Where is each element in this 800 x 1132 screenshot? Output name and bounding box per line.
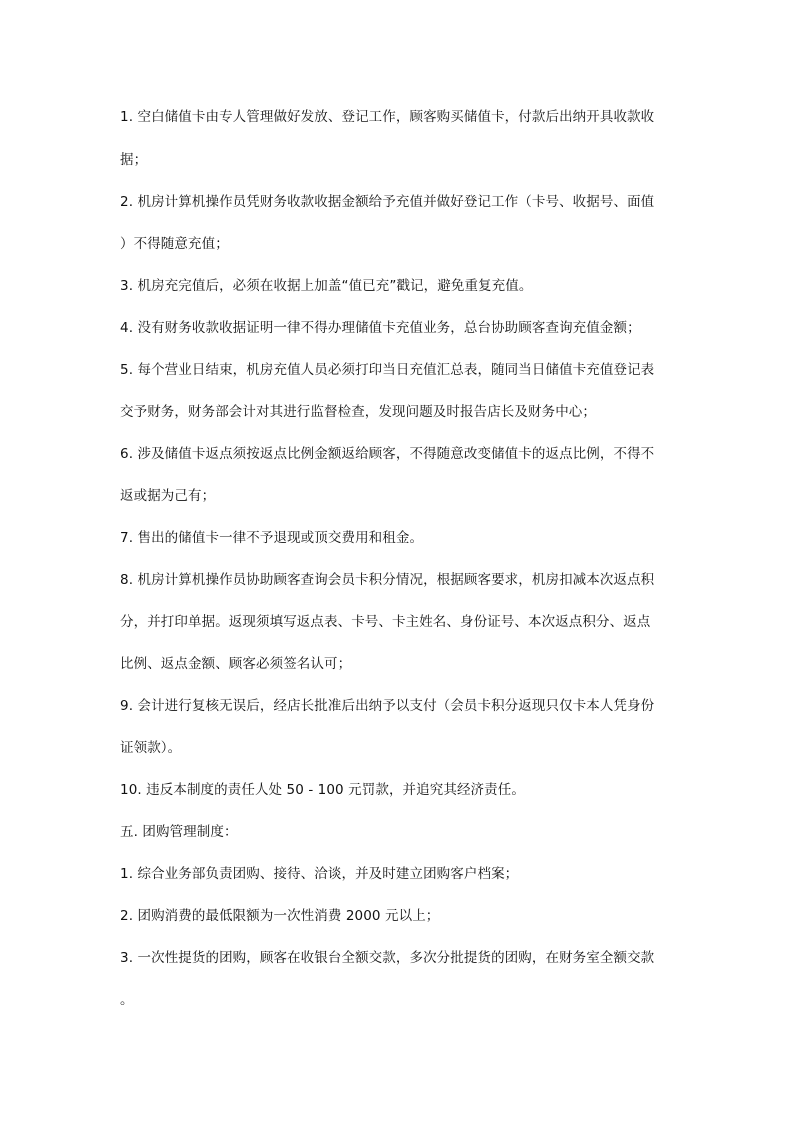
text-line: 。 (120, 992, 134, 1008)
text-line: 2. 团购消费的最低限额为一次性消费 2000 元以上； (120, 908, 440, 924)
text-line: 返或据为己有； (120, 488, 216, 504)
text-line: 交予财务，财务部会计对其进行监督检查，发现问题及时报告店长及财务中心； (120, 404, 596, 420)
text-line: 2. 机房计算机操作员凭财务收款收据金额给予充值并做好登记工作（卡号、收据号、面值 (120, 194, 655, 210)
text-line: 比例、返点金额、顾客必须签名认可； (120, 656, 352, 672)
text-line: 分，并打印单据。返现须填写返点表、卡号、卡主姓名、身份证号、本次返点积分、返点 (120, 614, 651, 630)
text-line: 6. 涉及储值卡返点须按返点比例金额返给顾客，不得随意改变储值卡的返点比例，不得不 (120, 446, 655, 462)
text-line: 据； (120, 152, 148, 168)
text-line: 5. 每个营业日结束，机房充值人员必须打印当日充值汇总表，随同当日储值卡充值登记表 (120, 362, 655, 378)
text-line: 9. 会计进行复核无误后，经店长批准后出纳予以支付（会员卡积分返现只仅卡本人凭身份 (120, 698, 655, 714)
text-line: 1. 空白储值卡由专人管理做好发放、登记工作，顾客购买储值卡，付款后出纳开具收款收 (120, 109, 655, 125)
text-line: 3. 机房充完值后，必须在收据上加盖“值已充”戳记，避免重复充值。 (120, 278, 533, 294)
text-line: 10. 违反本制度的责任人处 50 - 100 元罚款，并追究其经济责任。 (120, 782, 525, 798)
text-line: 1. 综合业务部负责团购、接待、洽谈，并及时建立团购客户档案； (120, 866, 519, 882)
text-line: 7. 售出的储值卡一律不予退现或顶交费用和租金。 (120, 530, 424, 546)
section-heading: 五. 团购管理制度： (120, 824, 238, 840)
text-line: 4. 没有财务收款收据证明一律不得办理储值卡充值业务，总台协助顾客查询充值金额； (120, 320, 641, 336)
text-line: ）不得随意充值； (120, 236, 229, 252)
text-line: 8. 机房计算机操作员协助顾客查询会员卡积分情况，根据顾客要求，机房扣减本次返点积 (120, 572, 655, 588)
text-line: 3. 一次性提货的团购，顾客在收银台全额交款，多次分批提货的团购，在财务室全额交款 (120, 950, 655, 966)
text-line: 证领款）。 (120, 740, 182, 756)
